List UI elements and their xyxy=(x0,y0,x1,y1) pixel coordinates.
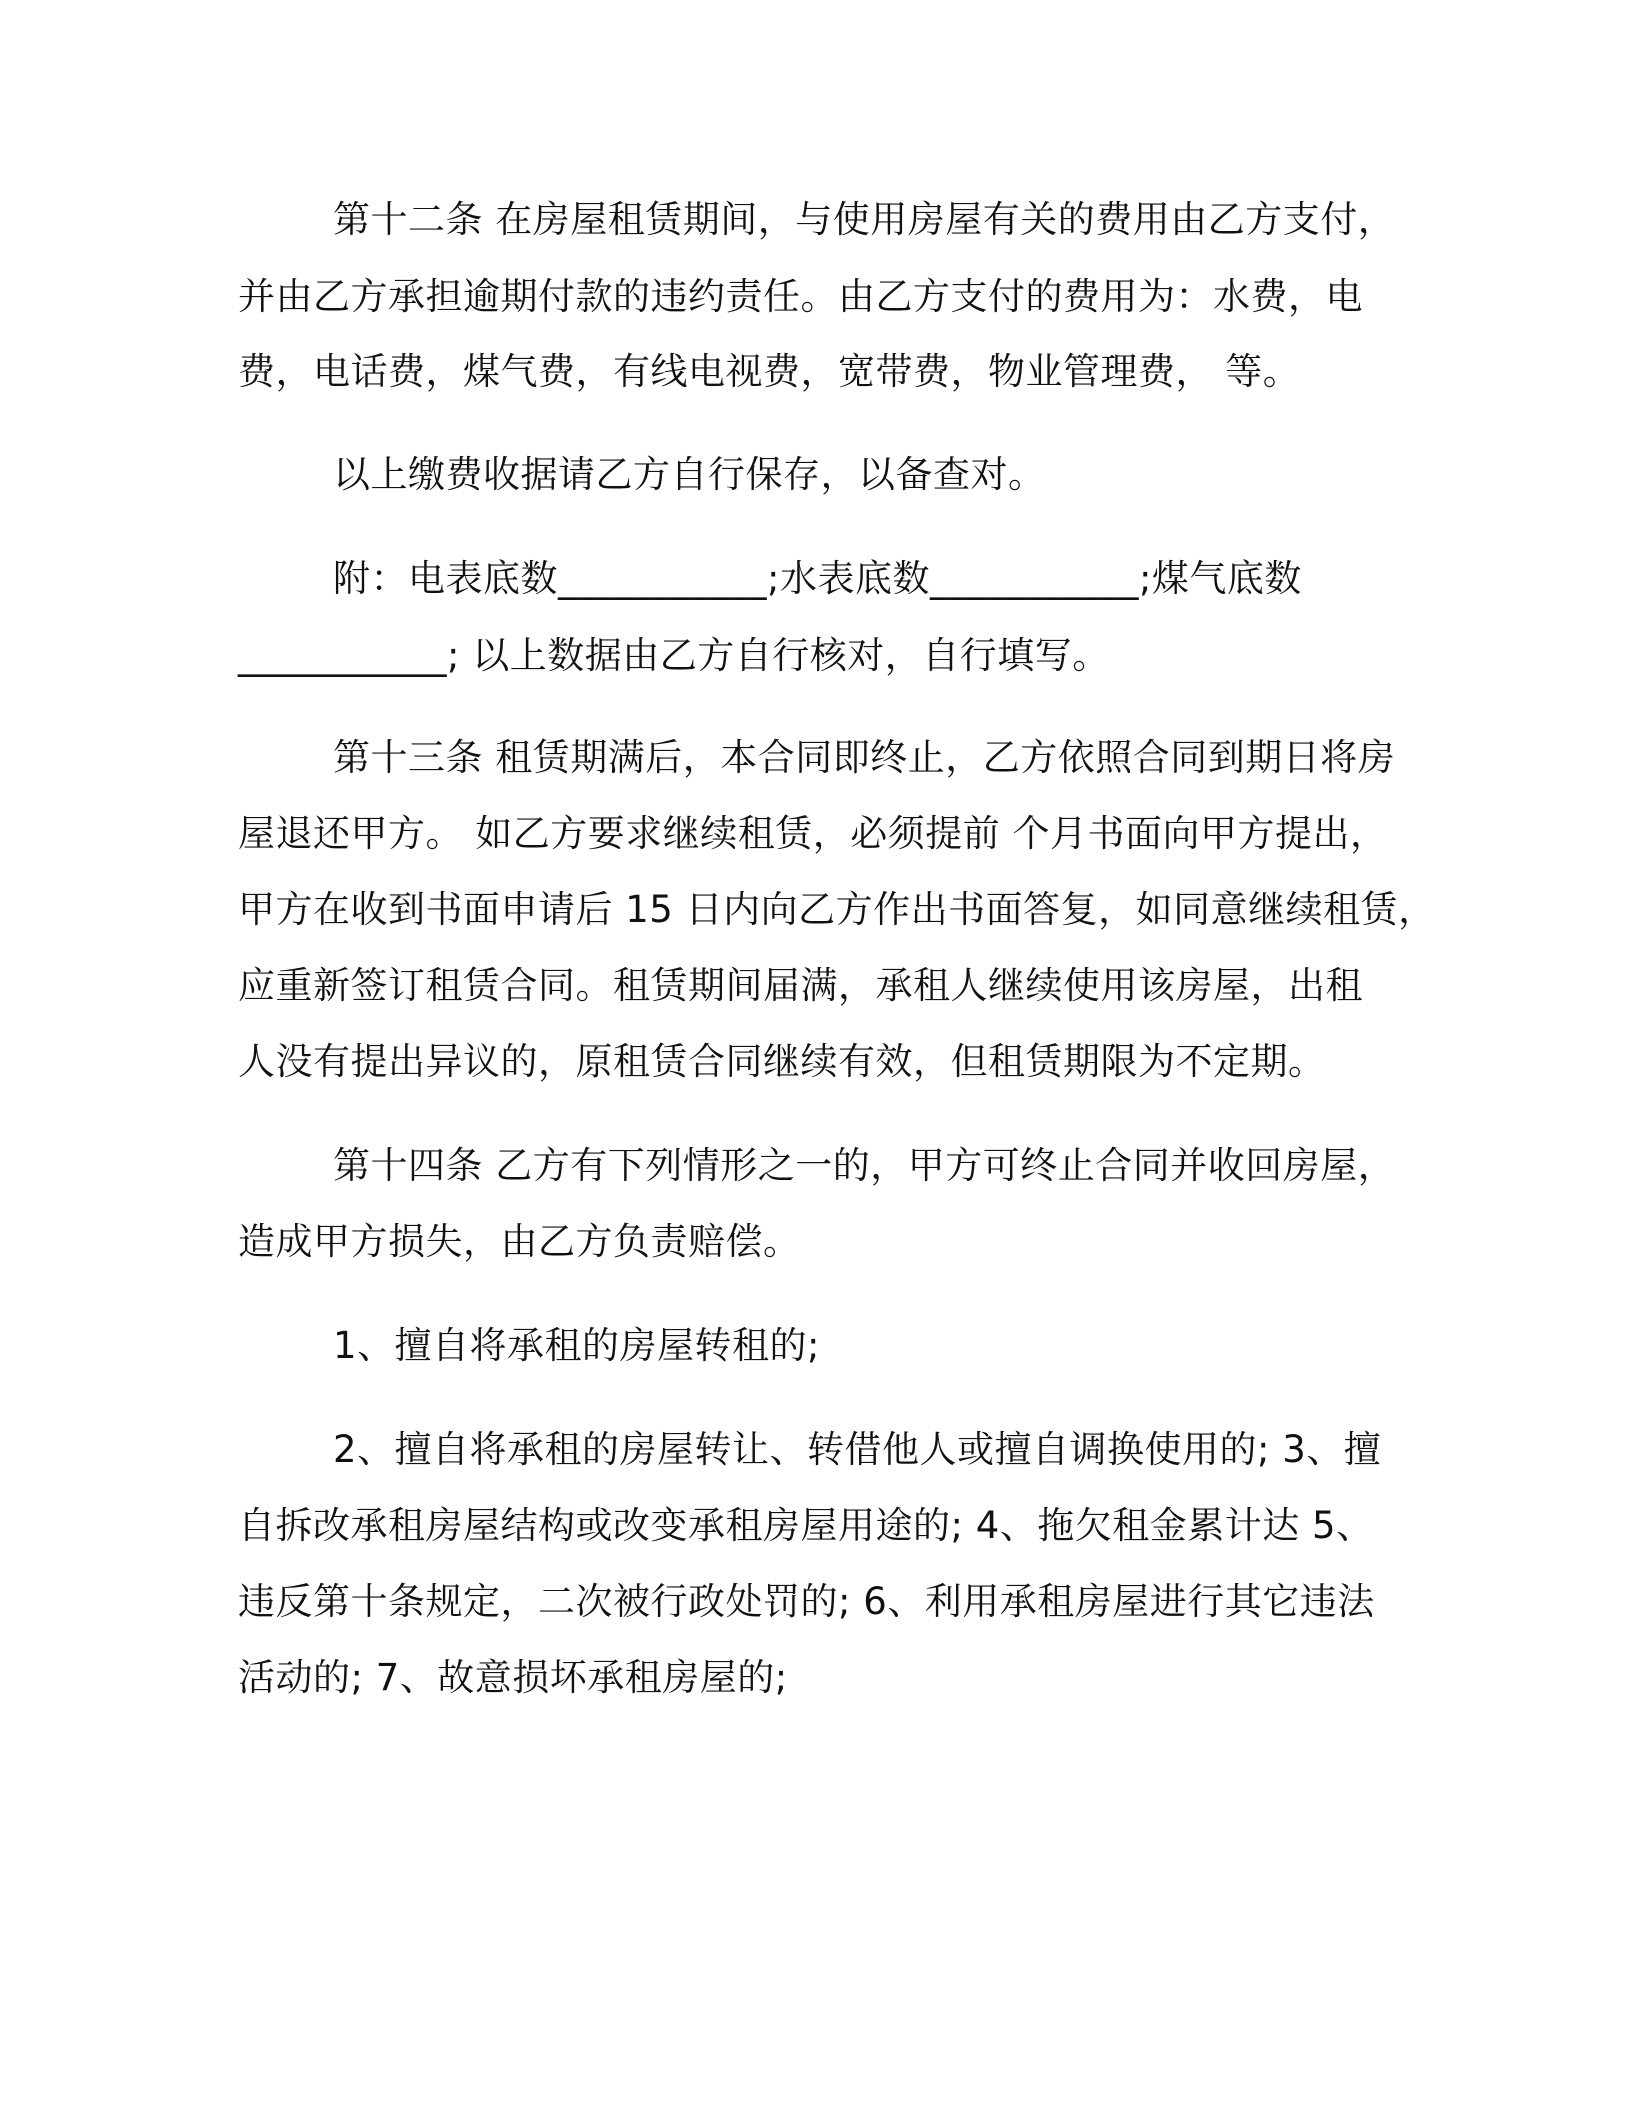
clauses-2-7-line-4: 活动的; 7、故意损坏承租房屋的; xyxy=(238,1656,788,1699)
meter-readings-line-1: 附：电表底数___________;水表底数___________;煤气底数 xyxy=(333,557,1302,600)
article-13-line-5: 人没有提出异议的，原租赁合同继续有效，但租赁期限为不定期。 xyxy=(238,1040,1326,1083)
article-14-line-2: 造成甲方损失，由乙方负责赔偿。 xyxy=(238,1220,801,1263)
article-12-line-3: 费，电话费，煤气费，有线电视费，宽带费，物业管理费， 等。 xyxy=(238,350,1301,393)
article-13-line-4: 应重新签订租赁合同。租赁期间届满，承租人继续使用该房屋，出租 xyxy=(238,964,1363,1007)
article-12-line-1: 第十二条 在房屋租赁期间，与使用房屋有关的费用由乙方支付， xyxy=(333,198,1396,241)
clause-1-line: 1、擅自将承租的房屋转租的; xyxy=(333,1324,821,1367)
article-13-line-3: 甲方在收到书面申请后 15 日内向乙方作出书面答复，如同意继续租赁， xyxy=(238,888,1436,931)
article-12-line-2: 并由乙方承担逾期付款的违约责任。由乙方支付的费用为：水费，电 xyxy=(238,275,1363,318)
meter-readings-line-2: ___________; 以上数据由乙方自行核对，自行填写。 xyxy=(238,634,1110,677)
article-14-line-1: 第十四条 乙方有下列情形之一的，甲方可终止合同并收回房屋， xyxy=(333,1144,1396,1187)
clauses-2-7-line-1: 2、擅自将承租的房屋转让、转借他人或擅自调换使用的; 3、擅 xyxy=(333,1428,1382,1471)
clauses-2-7-line-2: 自拆改承租房屋结构或改变承租房屋用途的; 4、拖欠租金累计达 5、 xyxy=(238,1504,1374,1547)
receipt-note-line: 以上缴费收据请乙方自行保存，以备查对。 xyxy=(333,453,1046,496)
article-13-line-2: 屋退还甲方。 如乙方要求继续租赁，必须提前 个月书面向甲方提出， xyxy=(238,812,1388,855)
article-13-line-1: 第十三条 租赁期满后，本合同即终止，乙方依照合同到期日将房 xyxy=(333,736,1396,779)
clauses-2-7-line-3: 违反第十条规定，二次被行政处罚的; 6、利用承租房屋进行其它违法 xyxy=(238,1580,1375,1623)
